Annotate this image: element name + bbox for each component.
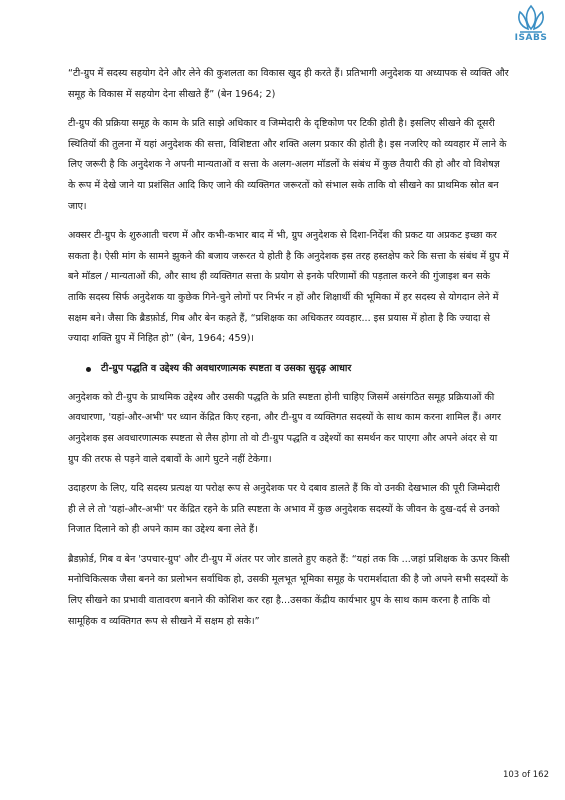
paragraph-therapy-group: ब्रैडफ़ोर्ड, गिब व बेन 'उपचार-ग्रुप' और टी-ग्रुप में अंतर पर जोर डालते हुए कहते हैं: “यहां तक कि ...जहां प्रशिक्षक के ऊपर किसी मनोचिकित्सक जैसा बनने का प्रलोभन सर्वाधिक हो, उसकी मूलभूत भूमिका समूह के परामर्शदाता की है जो अपने सभी सदस्यों के लिए सीखने का प्रभावी वातावरण बनाने की कोशिश कर रहा है...उसका केंद्रीय कार्यभार ग्रुप के साथ काम करना है ताकि वो सामूहिक व व्यक्तिगत रूप से सीखने में सक्षम हो सके।” [68, 553, 510, 627]
paragraph-early-stage: अक्सर टी-ग्रुप के शुरुआती चरण में और कभी-कभार बाद में भी, ग्रुप अनुदेशक से दिशा-निर्देश की प्रकट या अप्रकट इच्छा कर सकता है। ऐसी मांग के सामने झुकने की बजाय जरूरत ये होती है कि अनुदेशक इस तरह हस्तक्षेप करे कि सत्ता के संबंध में ग्रुप में बने मॉडल / मान्यताओं की, और साथ ही व्यक्तिगत सत्ता के प्रयोग से इनके परिणामों की पड़ताल करने की गुंजाइश बन सके ताकि सदस्य सिर्फ अनुदेशक या कुछेक गिने-चुने लोगों पर निर्भर न हों और शिक्षार्थी की भूमिका में हर सदस्य से योगदान लेने में सक्षम बने। जैसा कि ब्रैडफ़ोर्ड, गिब और बेन कहते हैं, “प्रशिक्षक का अधिकतर व्यवहार... इस प्रयास में होता है कि ज्यादा से ज्यादा शक्ति ग्रुप में निहित हो” (बेन, 1964; 459)। [68, 230, 509, 345]
section-heading [86, 359, 510, 379]
document-body [68, 64, 510, 641]
logo-text: ISABS [514, 33, 548, 43]
paragraph-clarity: अनुदेशक को टी-ग्रुप के प्राथमिक उद्देश्य और उसकी पद्धति के प्रति स्पष्टता होनी चाहिए जिसमें असंगठित समूह प्रक्रियाओं की अवधारणा, 'यहां-और-अभी' पर ध्यान केंद्रित किए रहना, और टी-ग्रुप व व्यक्तिगत सदस्यों के साथ काम करना शामिल हैं। अगर अनुदेशक इस अवधारणात्मक स्पष्टता से लैस होगा तो वो टी-ग्रुप पद्धति व उद्देश्यों का समर्थन कर पाएगा और अपने अंदर से या ग्रुप की तरफ से पड़ने वाले दबावों के आगे घुटने नहीं टेकेगा। [68, 391, 501, 465]
lotus-logo-icon [514, 4, 548, 34]
isabs-logo [509, 4, 553, 48]
page-number: 103 of 162 [502, 770, 549, 780]
paragraph-example: उदाहरण के लिए, यदि सदस्य प्रत्यक्ष या परोक्ष रूप से अनुदेशक पर ये दबाव डालते हैं कि वो उनकी देखभाल की पूरी जिम्मेदारी ही ले ले तो 'यहां-और-अभी' पर केंद्रित रहने के प्रति स्पष्टता के अभाव में कुछ अनुदेशक सदस्यों के जीवन के दुख-दर्द से उनको निजात दिलाने को ही अपने काम का उद्देश्य बना लेते हैं। [68, 483, 500, 536]
paragraph-quote-ben: “टी-ग्रुप में सदस्य सहयोग देने और लेने की कुशलता का विकास खुद ही करते हैं। प्रतिभागी अनुदेशक या अध्यापक से व्यक्ति और समूह के विकास में सहयोग देना सीखते हैं” (बेन 1964; 2) [68, 68, 509, 100]
bullet-icon [86, 367, 91, 372]
section-heading-text: टी-ग्रुप पद्धति व उद्देश्य की अवधारणात्मक स्पष्टता व उसका सुदृढ़ आधार [101, 362, 352, 374]
paragraph-shared-responsibility: टी-ग्रुप की प्रक्रिया समूह के काम के प्रति साझे अधिकार व जिम्मेदारी के दृष्टिकोण पर टिकी होती है। इसलिए सीखने की दूसरी स्थितियों की तुलना में यहां अनुदेशक की सत्ता, विशिष्टता और शक्ति अलग प्रकार की होती है। इस नजरिए को व्यवहार में लाने के लिए जरूरी है कि अनुदेशक ने अपनी मान्यताओं व सत्ता के अलग-अलग मॉडलों के संबंध में कुछ तैयारी की हो और वो विशेषज्ञ के रूप में देखे जाने या प्रशंसित आदि किए जाने की व्यक्तिगत जरूरतों को संभाल सके ताकि वो सीखने का प्राथमिक स्रोत बन जाए। [68, 118, 507, 212]
